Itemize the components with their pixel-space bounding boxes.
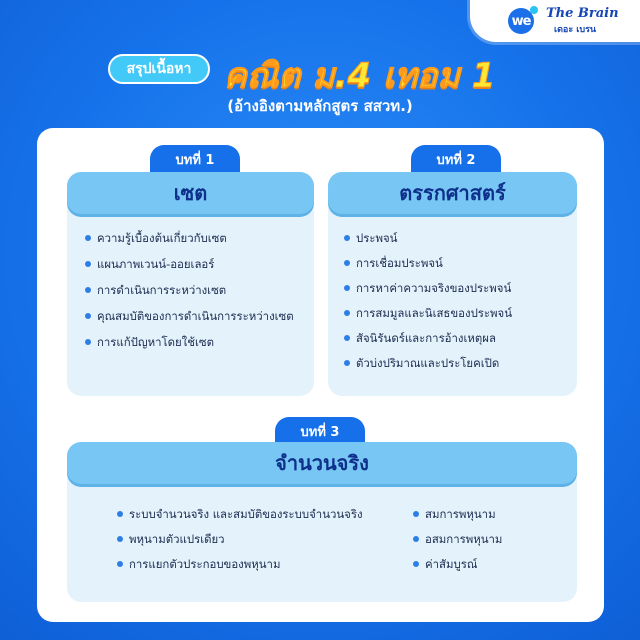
logo-area xyxy=(470,0,640,42)
brand-name-thai: เดอะ เบรน xyxy=(554,25,597,35)
chapter-2-title: ตรรกศาสตร์ xyxy=(328,172,577,214)
chapter-2-panel xyxy=(328,172,577,396)
chapter-2-list xyxy=(344,230,512,380)
bullet-icon xyxy=(117,561,123,567)
chapter-3-title: จำนวนจริง xyxy=(67,442,577,484)
list-item xyxy=(85,282,294,308)
list-item-label: การแก้ปัญหาโดยใช้เซต xyxy=(97,335,214,349)
list-item-label: ระบบจำนวนจริง และสมบัติของระบบจำนวนจริง xyxy=(129,507,363,521)
bullet-icon xyxy=(413,511,419,517)
list-item-label: การดำเนินการระหว่างเซต xyxy=(97,283,227,297)
brand-name: The Brain xyxy=(546,6,619,21)
list-item-label: การสมมูลและนิเสธของประพจน์ xyxy=(356,306,513,320)
bullet-icon xyxy=(344,260,350,266)
list-item-label: อสมการพหุนาม xyxy=(425,532,503,546)
list-item-label: สมการพหุนาม xyxy=(425,507,496,521)
bullet-icon xyxy=(413,536,419,542)
list-item xyxy=(344,280,512,305)
list-item-label: การแยกตัวประกอบของพหุนาม xyxy=(129,557,281,571)
bullet-icon xyxy=(85,313,91,319)
list-item xyxy=(117,556,363,581)
list-item xyxy=(85,256,294,282)
list-item-label: ค่าสัมบูรณ์ xyxy=(425,557,478,571)
list-item-label: ตัวบ่งปริมาณและประโยคเปิด xyxy=(356,356,500,370)
chapter-1-title: เซต xyxy=(67,172,314,214)
list-item xyxy=(413,531,502,556)
list-item xyxy=(85,230,294,256)
list-item xyxy=(85,334,294,360)
bullet-icon xyxy=(344,235,350,241)
list-item-label: แผนภาพเวนน์-ออยเลอร์ xyxy=(97,257,215,271)
bullet-icon xyxy=(344,335,350,341)
bullet-icon xyxy=(117,536,123,542)
logo-dot-icon xyxy=(530,6,538,14)
list-item xyxy=(85,308,294,334)
chapter-3-panel xyxy=(67,442,577,602)
chapter-3-list-right xyxy=(413,506,502,581)
list-item-label: การหาค่าความจริงของประพจน์ xyxy=(356,281,512,295)
list-item xyxy=(117,506,363,531)
list-item-label: ประพจน์ xyxy=(356,231,398,245)
page-title: คณิต ม.4 เทอม 1 xyxy=(224,56,496,96)
chapter-1-tab: บทที่ 1 xyxy=(150,145,240,173)
list-item xyxy=(344,355,512,380)
chapter-1-panel xyxy=(67,172,314,396)
bullet-icon xyxy=(344,310,350,316)
we-logo-text: we xyxy=(511,13,531,29)
list-item xyxy=(413,556,502,581)
list-item xyxy=(344,230,512,255)
list-item xyxy=(344,255,512,280)
list-item-label: สัจนิรันดร์และการอ้างเหตุผล xyxy=(356,331,496,345)
bullet-icon xyxy=(85,261,91,267)
bullet-icon xyxy=(85,235,91,241)
content-card xyxy=(37,128,604,622)
chapter-3-tab: บทที่ 3 xyxy=(275,417,365,445)
list-item-label: คุณสมบัติของการดำเนินการระหว่างเซต xyxy=(97,309,294,323)
list-item xyxy=(117,531,363,556)
list-item-label: พหุนามตัวแปรเดียว xyxy=(129,532,225,546)
list-item xyxy=(344,305,512,330)
summary-pill: สรุปเนื้อหา xyxy=(108,54,210,84)
list-item xyxy=(344,330,512,355)
bullet-icon xyxy=(85,339,91,345)
bullet-icon xyxy=(413,561,419,567)
bullet-icon xyxy=(117,511,123,517)
chapter-2-tab: บทที่ 2 xyxy=(411,145,501,173)
bullet-icon xyxy=(344,285,350,291)
list-item-label: การเชื่อมประพจน์ xyxy=(356,256,443,270)
bullet-icon xyxy=(85,287,91,293)
list-item-label: ความรู้เบื้องต้นเกี่ยวกับเซต xyxy=(97,231,227,245)
list-item xyxy=(413,506,502,531)
chapter-1-list xyxy=(85,230,294,360)
bullet-icon xyxy=(344,360,350,366)
page-subtitle: (อ้างอิงตามหลักสูตร สสวท.) xyxy=(227,97,413,115)
chapter-3-list-left xyxy=(117,506,363,581)
we-logo xyxy=(508,8,534,34)
